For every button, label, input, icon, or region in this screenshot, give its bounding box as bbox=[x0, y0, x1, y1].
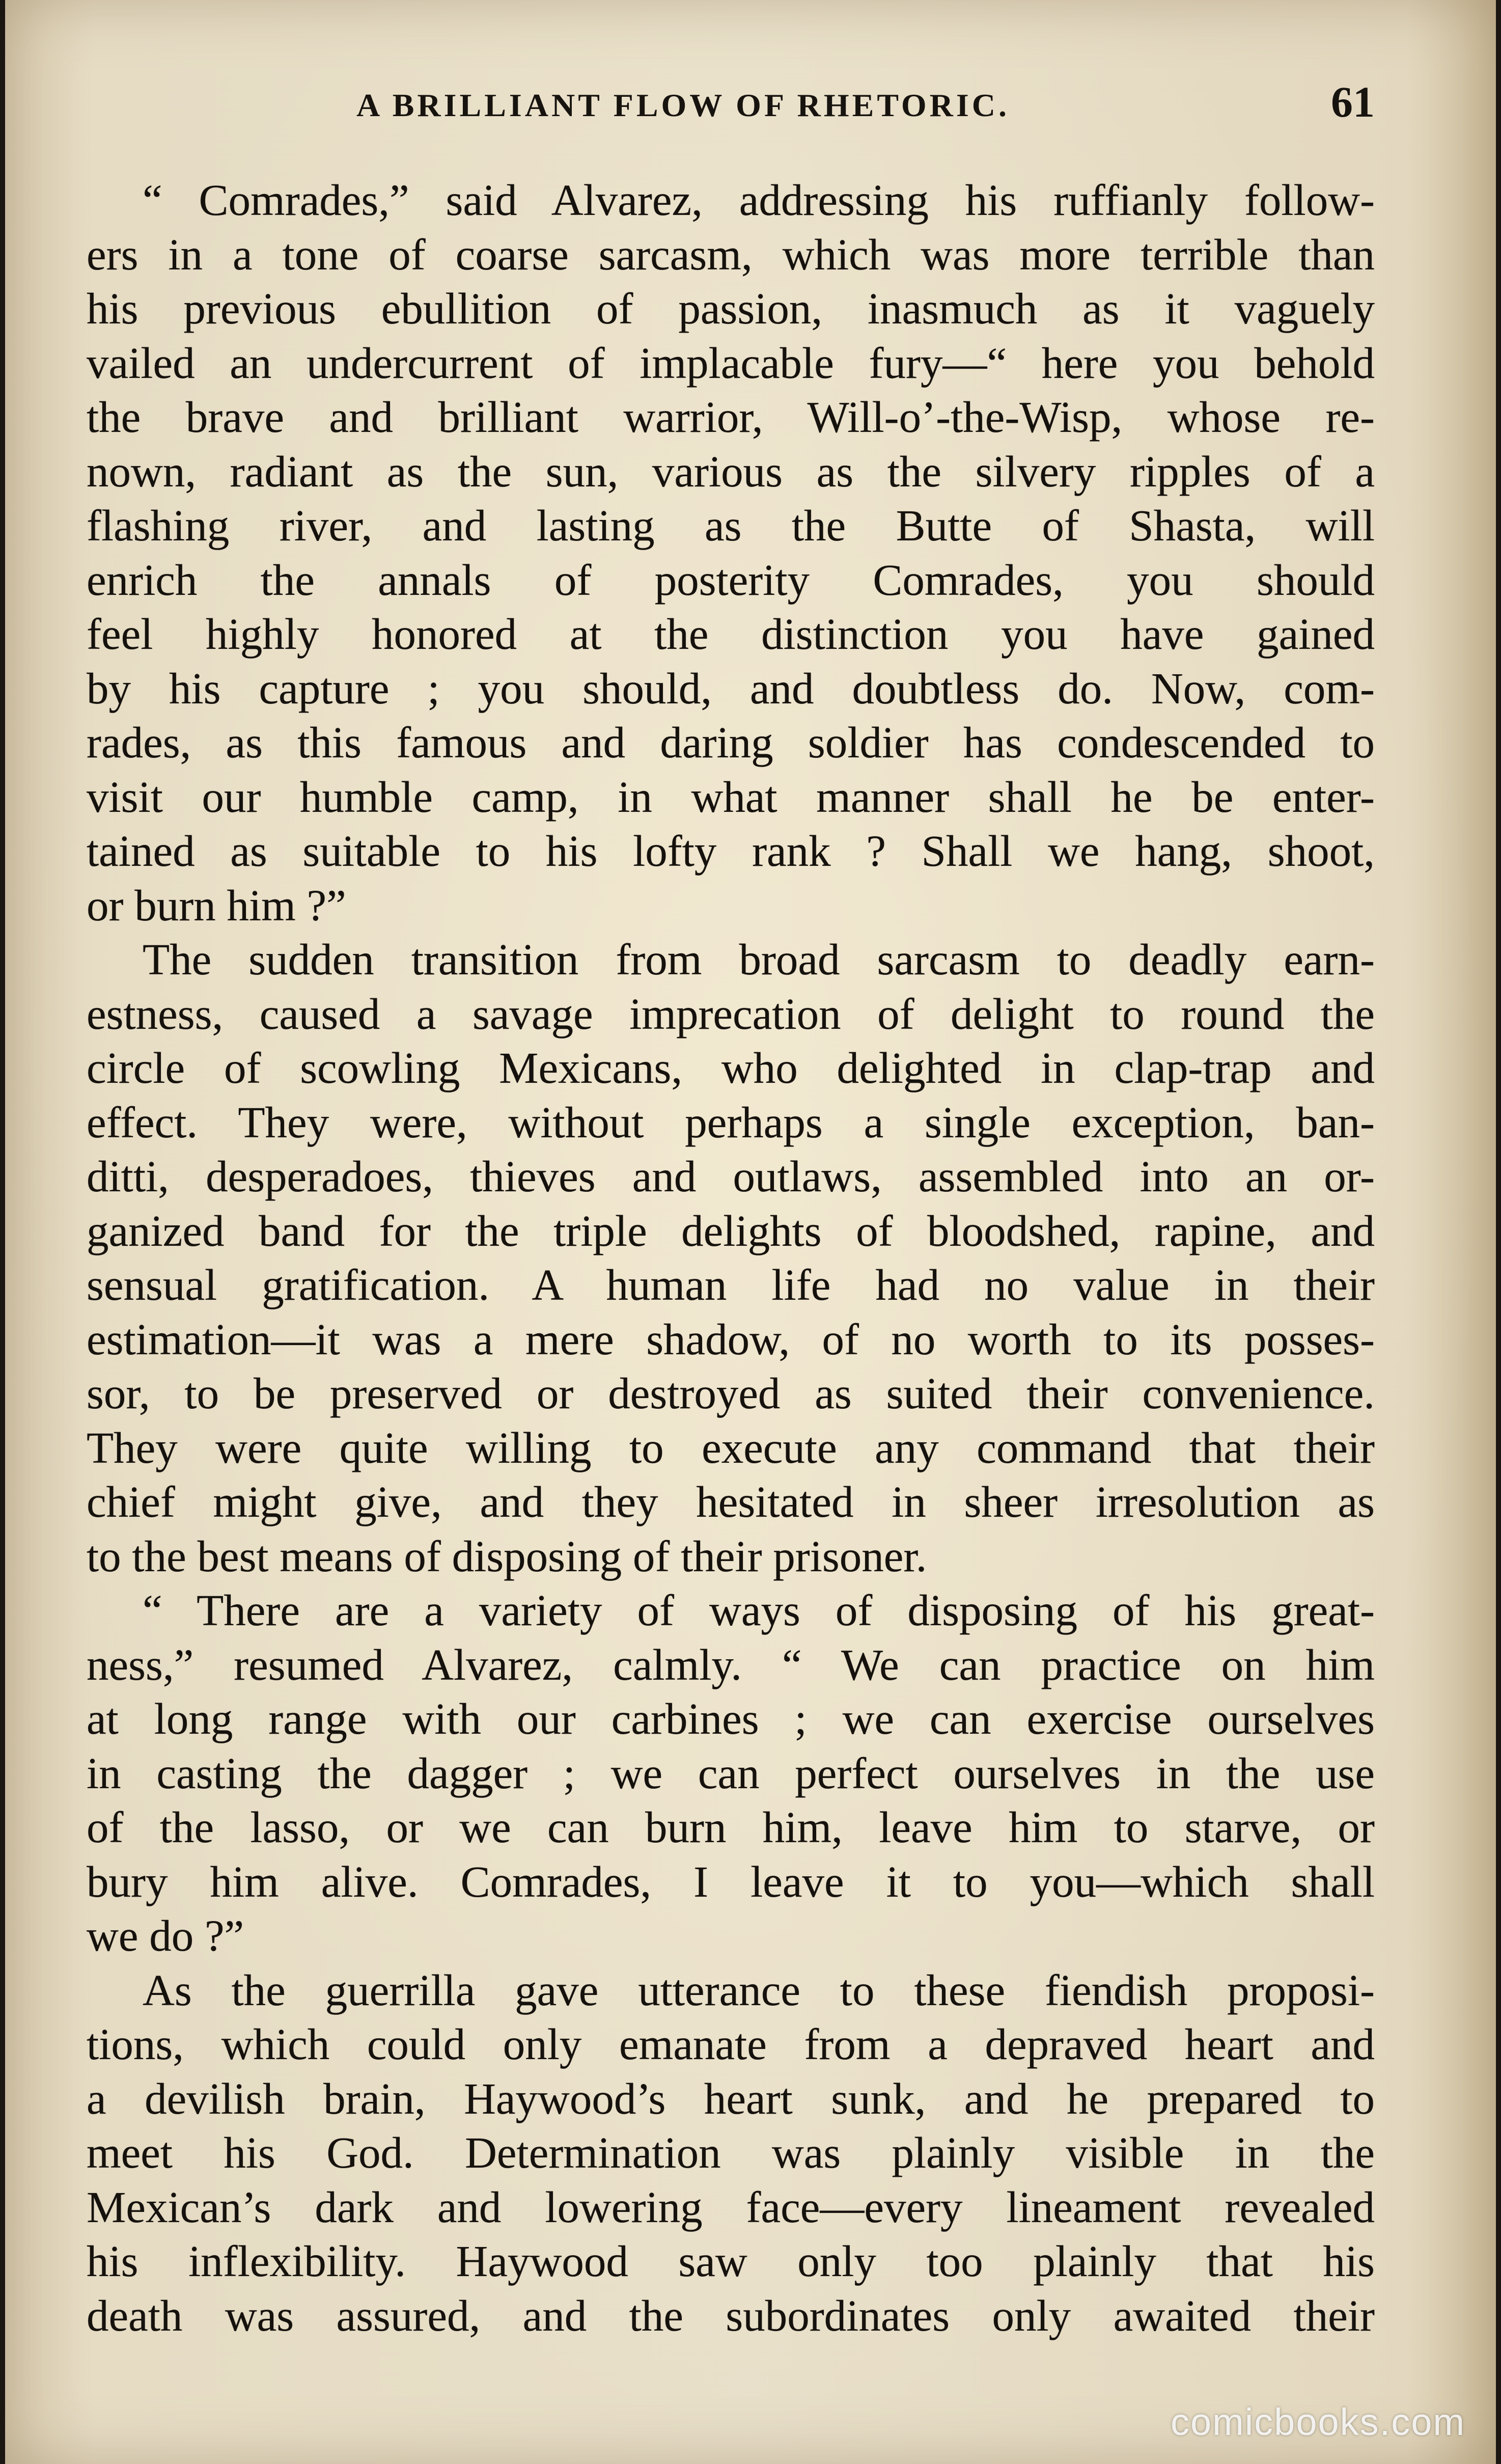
text-line: ness,” resumed Alvarez, calmly. “ We can practice on him bbox=[87, 1639, 1375, 1689]
text-line: his inflexibility. Haywood saw only too plainly that his bbox=[87, 2236, 1375, 2286]
text-line: meet his God. Determination was plainly visible in the bbox=[87, 2128, 1375, 2177]
text-line: rades, as this famous and daring soldier has condescended to bbox=[87, 718, 1375, 767]
text-line: enrich the annals of posterity Comrades, you should bbox=[87, 555, 1375, 605]
text-line: estimation—it was a mere shadow, of no worth to its posses- bbox=[87, 1314, 1375, 1364]
text-line: vailed an undercurrent of implacable fury—“ here you behold bbox=[87, 338, 1375, 388]
text-line: Mexican’s dark and lowering face—every lineament revealed bbox=[87, 2182, 1375, 2232]
text-line: tained as suitable to his lofty rank ? Shall we hang, shoot, bbox=[87, 826, 1375, 875]
text-line: bury him alive. Comrades, I leave it to you—which shall bbox=[87, 1856, 1375, 1906]
book-page bbox=[5, 0, 1496, 2464]
watermark: comicbooks.com bbox=[1170, 2401, 1465, 2443]
text-line: ers in a tone of coarse sarcasm, which was more terrible than bbox=[87, 229, 1375, 279]
text-line: They were quite willing to execute any command that their bbox=[87, 1422, 1375, 1472]
text-line: in casting the dagger ; we can perfect ourselves in the use bbox=[87, 1748, 1375, 1798]
text-line: the brave and brilliant warrior, Will-o’-the-Wisp, whose re- bbox=[87, 392, 1375, 442]
text-line: at long range with our carbines ; we can exercise ourselves bbox=[87, 1694, 1375, 1743]
text-line: flashing river, and lasting as the Butte of Shasta, will bbox=[87, 501, 1375, 550]
text-line: ditti, desperadoes, thieves and outlaws, assembled into an or- bbox=[87, 1152, 1375, 1201]
body-text bbox=[87, 173, 1375, 2343]
text-line: or burn him ?” bbox=[87, 880, 346, 930]
text-line: circle of scowling Mexicans, who delighted in clap-trap and bbox=[87, 1043, 1375, 1092]
text-line: visit our humble camp, in what manner shall he be enter- bbox=[87, 772, 1375, 822]
text-line: nown, radiant as the sun, various as the silvery ripples of a bbox=[87, 446, 1375, 496]
page-number: 61 bbox=[1331, 77, 1375, 126]
text-line: “ There are a variety of ways of disposing of his great- bbox=[143, 1585, 1375, 1635]
text-line: of the lasso, or we can burn him, leave him to starve, or bbox=[87, 1802, 1375, 1852]
text-line: estness, caused a savage imprecation of delight to round the bbox=[87, 989, 1375, 1038]
text-line: effect. They were, without perhaps a single exception, ban- bbox=[87, 1097, 1375, 1147]
text-line: sensual gratification. A human life had no value in their bbox=[87, 1260, 1375, 1309]
text-line: “ Comrades,” said Alvarez, addressing his ruffianly follow- bbox=[143, 175, 1375, 225]
running-title: A BRILLIANT FLOW OF RHETORIC. bbox=[356, 87, 1010, 123]
text-line: sor, to be preserved or destroyed as suited their convenience. bbox=[87, 1368, 1375, 1418]
text-line: to the best means of disposing of their prisoner. bbox=[87, 1531, 927, 1581]
text-line: his previous ebullition of passion, inasmuch as it vaguely bbox=[87, 284, 1375, 333]
text-line: ganized band for the triple delights of bloodshed, rapine, and bbox=[87, 1206, 1375, 1255]
text-line: feel highly honored at the distinction you have gained bbox=[87, 609, 1375, 659]
text-line: death was assured, and the subordinates only awaited their bbox=[87, 2290, 1375, 2340]
running-head bbox=[92, 76, 1375, 132]
text-line: The sudden transition from broad sarcasm to deadly earn- bbox=[143, 935, 1375, 984]
text-line: a devilish brain, Haywood’s heart sunk, and he prepared to bbox=[87, 2073, 1375, 2123]
text-line: As the guerrilla gave utterance to these fiendish proposi- bbox=[143, 1965, 1375, 2015]
text-line: tions, which could only emanate from a depraved heart and bbox=[87, 2019, 1375, 2069]
text-line: by his capture ; you should, and doubtless do. Now, com- bbox=[87, 663, 1375, 713]
text-line: we do ?” bbox=[87, 1911, 244, 1960]
text-line: chief might give, and they hesitated in sheer irresolution as bbox=[87, 1477, 1375, 1526]
